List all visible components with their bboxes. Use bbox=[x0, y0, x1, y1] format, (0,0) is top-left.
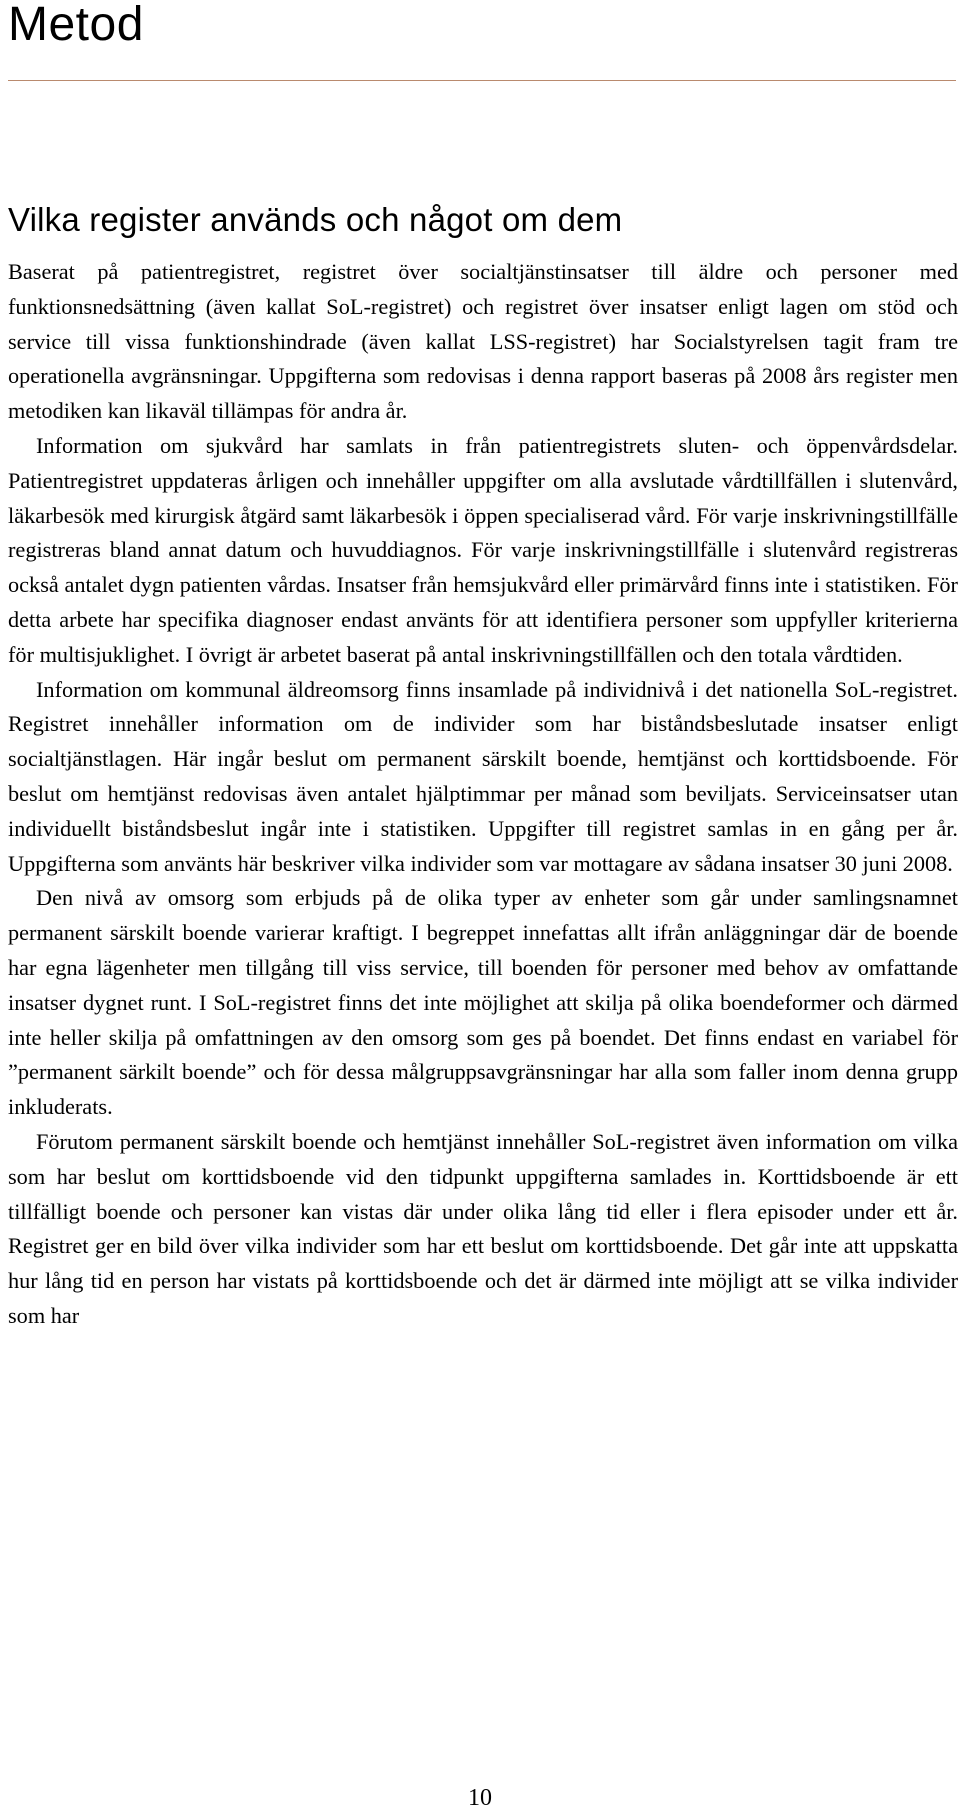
body-text bbox=[8, 255, 958, 1334]
page-number: 10 bbox=[468, 1785, 492, 1811]
paragraph-4: Den nivå av omsorg som erbjuds på de olika typer av enheter som går under samlingsnamnet permanent särskilt boende varierar kraftigt. I begreppet innefattas allt ifrån anläggningar där de boende har egna lägenheter men tillgång till viss service, till boenden för personer med behov av omfattande insatser dygnet runt. I SoL-registret finns det inte möjlighet att skilja på olika boendeformer och därmed inte heller skilja på omfattningen av den omsorg som ges på boendet. Det finns endast en variabel för ”permanent särkilt boende” och för dessa målgruppsavgränsningar har alla som faller inom denna grupp inkluderats. bbox=[8, 885, 958, 1120]
title-divider bbox=[8, 80, 956, 81]
paragraph-3: Information om kommunal äldreomsorg finns insamlade på individnivå i det nationella SoL-registret. Registret innehåller information om de individer som har biståndsbeslutade insatser enligt socialtjänstlagen. Här ingår beslut om permanent särskilt boende, hemtjänst och korttidsboende. För beslut om hemtjänst redovisas även antalet hjälptimmar per månad som beviljats. Serviceinsatser utan individuellt biståndsbeslut ingår inte i statistiken. Uppgifter till registret samlas in en gång per år. Uppgifterna som använts här beskriver vilka individer som var mottagare av sådana insatser 30 juni 2008. bbox=[8, 676, 958, 876]
paragraph-5: Förutom permanent särskilt boende och hemtjänst innehåller SoL-registret även information om vilka som har beslut om korttidsboende vid den tidpunkt uppgifterna samlades in. Korttidsboende är ett tillfälligt boende och personer kan vistas där under olika lång tid eller i flera episoder under ett år. Registret ger en bild över vilka individer som har ett beslut om korttidsboende. Det går inte att uppskatta hur lång tid en person har vistats på korttidsboende och det är därmed inte möjligt att se vilka individer som har bbox=[8, 1128, 958, 1328]
paragraph-2: Information om sjukvård har samlats in från patientregistrets sluten- och öppenvårdsdelar. Patientregistret uppdateras årligen och innehåller uppgifter om alla avslutade vårdtillfällen i slutenvård, läkarbesök med kirurgisk åtgärd samt läkarbesök i öppen specialiserad vård. För varje inskrivningstillfälle registreras bland annat datum och huvuddiagnos. För varje inskrivningstillfälle i slutenvård registreras också antalet dygn patienten vårdas. Insatser från hemsjukvård eller primärvård finns inte i statistiken. För detta arbete har specifika diagnoser endast använts för att identifiera personer som uppfyller kriterierna för multisjuklighet. I övrigt är arbetet baserat på antal inskrivningstillfällen och den totala vårdtiden. bbox=[8, 432, 958, 667]
section-heading: Vilka register används och något om dem bbox=[8, 201, 623, 238]
chapter-title: Metod bbox=[8, 0, 144, 51]
paragraph-1: Baserat på patientregistret, registret över socialtjänstinsatser till äldre och personer med funktionsnedsättning (även kallat SoL-registret) och registret över insatser enligt lagen om stöd och service till vissa funktionshindrade (även kallat LSS-registret) har Socialstyrelsen tagit fram tre operationella avgränsningar. Uppgifterna som redovisas i denna rapport baseras på 2008 års register men metodiken kan likaväl tillämpas för andra år. bbox=[8, 259, 958, 424]
